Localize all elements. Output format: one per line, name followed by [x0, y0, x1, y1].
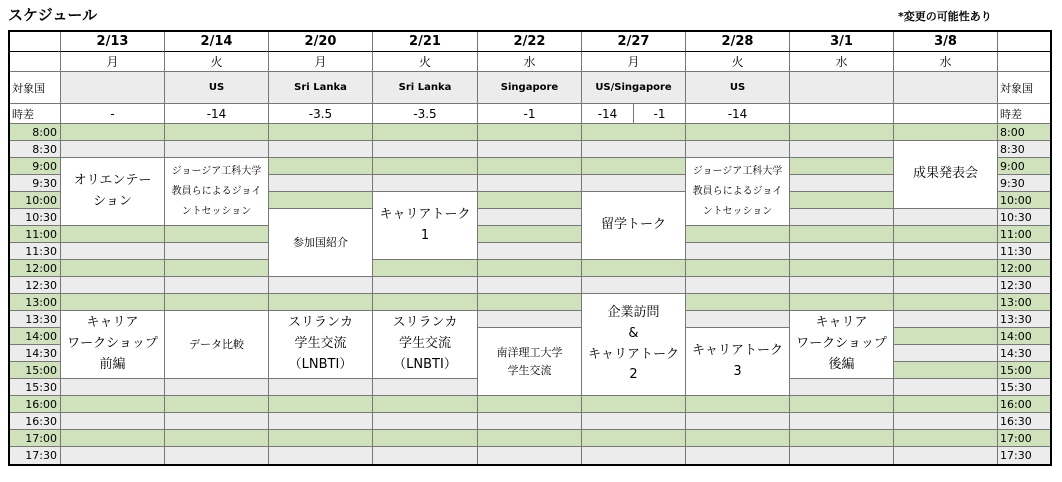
country-label: 対象国 — [10, 72, 61, 104]
event-block — [269, 209, 373, 277]
event-text: ワークショップ — [796, 336, 887, 352]
slot-cell — [790, 260, 894, 277]
slot-cell — [373, 294, 478, 311]
event-text: 教員らによるジョイ — [171, 185, 262, 197]
slot-cell — [478, 175, 582, 192]
time-label: 9:00 — [10, 158, 61, 175]
slot-cell — [790, 158, 894, 175]
event-text: オリエンテー — [73, 172, 152, 188]
weekday-header: 火 — [686, 52, 790, 72]
diff-label: 時差 — [998, 104, 1050, 124]
event-text: 教員らによるジョイ — [692, 185, 783, 197]
event-text: キャリア — [815, 315, 868, 331]
slot-cell — [894, 413, 998, 430]
slot-cell — [269, 158, 373, 175]
slot-cell — [686, 226, 790, 243]
event-text: 参加国紹介 — [293, 235, 348, 249]
event-text: ジョージア工科大学 — [692, 165, 783, 177]
date-header: 2/20 — [269, 32, 373, 52]
date-header: 2/14 — [165, 32, 269, 52]
slot-cell — [373, 124, 478, 141]
slot-cell — [478, 141, 582, 158]
slot-cell — [478, 277, 582, 294]
slot-cell — [61, 277, 165, 294]
time-label: 13:00 — [10, 294, 61, 311]
event-text: 留学トーク — [600, 217, 666, 233]
date-header: 2/13 — [61, 32, 165, 52]
slot-cell — [373, 447, 478, 464]
time-label: 10:30 — [998, 209, 1050, 226]
time-label: 8:00 — [998, 124, 1050, 141]
slot-cell — [269, 192, 373, 209]
diff-cell: -1 — [478, 104, 582, 124]
slot-cell — [582, 413, 686, 430]
time-label: 9:00 — [998, 158, 1050, 175]
event-text: （LNBTI） — [393, 356, 457, 372]
country-label: 対象国 — [998, 72, 1050, 104]
slot-cell — [686, 430, 790, 447]
diff-label: 時差 — [10, 104, 61, 124]
event-block — [373, 192, 478, 260]
slot-cell — [894, 260, 998, 277]
slot-cell — [165, 260, 269, 277]
slot-cell — [894, 362, 998, 379]
slot-cell — [582, 124, 686, 141]
date-header: 2/27 — [582, 32, 686, 52]
event-text: キャリアトーク — [379, 206, 471, 222]
diff-cell — [790, 104, 894, 124]
slot-cell — [894, 379, 998, 396]
time-label: 17:30 — [10, 447, 61, 464]
slot-cell — [790, 209, 894, 226]
diff-cell: -14 — [165, 104, 269, 124]
slot-cell — [165, 430, 269, 447]
weekday-header: 水 — [478, 52, 582, 72]
corner-cell — [998, 52, 1050, 72]
time-label: 17:00 — [998, 430, 1050, 447]
event-block — [61, 158, 165, 226]
slot-cell — [165, 396, 269, 413]
time-label: 10:00 — [10, 192, 61, 209]
slot-cell — [165, 413, 269, 430]
slot-cell — [373, 430, 478, 447]
weekday-header: 水 — [894, 52, 998, 72]
time-label: 13:30 — [998, 311, 1050, 328]
time-label: 8:30 — [998, 141, 1050, 158]
slot-cell — [61, 260, 165, 277]
slot-cell — [61, 124, 165, 141]
country-cell: US — [686, 72, 790, 104]
slot-cell — [478, 226, 582, 243]
slot-cell — [61, 447, 165, 464]
slot-cell — [790, 294, 894, 311]
time-label: 8:30 — [10, 141, 61, 158]
diff-value: -1 — [653, 106, 666, 121]
weekday-header: 水 — [790, 52, 894, 72]
slot-cell — [686, 413, 790, 430]
event-block — [269, 311, 373, 379]
diff-cell: - — [61, 104, 165, 124]
slot-cell — [582, 447, 686, 464]
country-cell: US — [165, 72, 269, 104]
time-label: 14:00 — [10, 328, 61, 345]
slot-cell — [165, 226, 269, 243]
diff-cell: -14 — [686, 104, 790, 124]
time-label: 8:00 — [10, 124, 61, 141]
event-text: ントセッション — [702, 205, 773, 217]
slot-cell — [790, 124, 894, 141]
event-text: ション — [93, 193, 132, 209]
slot-cell — [582, 158, 686, 175]
slot-cell — [894, 124, 998, 141]
slot-cell — [61, 141, 165, 158]
weekday-header: 火 — [165, 52, 269, 72]
slot-cell — [686, 277, 790, 294]
slot-cell — [894, 345, 998, 362]
event-block — [686, 328, 790, 396]
slot-cell — [165, 379, 269, 396]
event-text: 前編 — [99, 356, 126, 372]
slot-cell — [478, 209, 582, 226]
country-cell — [790, 72, 894, 104]
slot-cell — [269, 447, 373, 464]
time-label: 11:00 — [10, 226, 61, 243]
time-label: 15:00 — [10, 362, 61, 379]
slot-cell — [478, 158, 582, 175]
slot-cell — [478, 243, 582, 260]
slot-cell — [165, 447, 269, 464]
slot-cell — [894, 277, 998, 294]
slot-cell — [790, 226, 894, 243]
slot-cell — [165, 294, 269, 311]
event-block — [582, 192, 686, 260]
change-note: *変更の可能性あり — [898, 10, 992, 23]
country-cell — [894, 72, 998, 104]
corner-cell — [10, 32, 61, 52]
slot-cell — [165, 243, 269, 260]
slot-cell — [894, 243, 998, 260]
time-label: 13:00 — [998, 294, 1050, 311]
slot-cell — [790, 192, 894, 209]
slot-cell — [61, 294, 165, 311]
slot-cell — [582, 260, 686, 277]
slot-cell — [61, 379, 165, 396]
slot-cell — [894, 396, 998, 413]
event-block — [894, 141, 998, 209]
time-label: 9:30 — [10, 175, 61, 192]
slot-cell — [269, 175, 373, 192]
event-block — [582, 294, 686, 396]
slot-cell — [582, 277, 686, 294]
slot-cell — [894, 311, 998, 328]
country-cell: Sri Lanka — [269, 72, 373, 104]
slot-cell — [373, 175, 478, 192]
event-text: スリランカ — [287, 315, 353, 331]
time-label: 16:30 — [10, 413, 61, 430]
slot-cell — [582, 175, 686, 192]
time-label: 9:30 — [998, 175, 1050, 192]
slot-cell — [269, 430, 373, 447]
time-label: 15:30 — [998, 379, 1050, 396]
date-header: 3/1 — [790, 32, 894, 52]
time-label: 16:30 — [998, 413, 1050, 430]
slot-cell — [373, 277, 478, 294]
slot-cell — [790, 396, 894, 413]
slot-cell — [61, 243, 165, 260]
weekday-header: 月 — [269, 52, 373, 72]
event-text: 3 — [733, 363, 742, 379]
slot-cell — [478, 260, 582, 277]
slot-cell — [373, 260, 478, 277]
event-block — [165, 311, 269, 379]
slot-cell — [478, 124, 582, 141]
event-text: データ比較 — [189, 337, 244, 351]
time-label: 14:30 — [10, 345, 61, 362]
time-label: 11:30 — [10, 243, 61, 260]
slot-cell — [478, 430, 582, 447]
slot-cell — [894, 294, 998, 311]
time-label: 15:00 — [998, 362, 1050, 379]
diff-cell — [582, 104, 686, 124]
slot-cell — [269, 294, 373, 311]
event-text: 2 — [629, 367, 638, 383]
diff-cell: -3.5 — [373, 104, 478, 124]
slot-cell — [478, 396, 582, 413]
slot-cell — [269, 277, 373, 294]
slot-cell — [478, 413, 582, 430]
slot-cell — [790, 430, 894, 447]
event-text: 後編 — [828, 356, 855, 372]
event-text: キャリア — [86, 315, 139, 331]
weekday-header: 月 — [582, 52, 686, 72]
slot-cell — [790, 243, 894, 260]
weekday-header: 火 — [373, 52, 478, 72]
time-label: 10:30 — [10, 209, 61, 226]
slot-cell — [582, 430, 686, 447]
slot-cell — [269, 413, 373, 430]
time-label: 12:00 — [998, 260, 1050, 277]
slot-cell — [894, 447, 998, 464]
time-label: 12:00 — [10, 260, 61, 277]
slot-cell — [165, 141, 269, 158]
event-text: 1 — [420, 227, 430, 243]
event-text: キャリアトーク — [691, 342, 783, 358]
diff-cell: -3.5 — [269, 104, 373, 124]
slot-cell — [478, 192, 582, 209]
slot-cell — [61, 413, 165, 430]
event-text: ジョージア工科大学 — [171, 165, 262, 177]
slot-cell — [894, 226, 998, 243]
diff-value: -14 — [582, 104, 634, 123]
time-label: 10:00 — [998, 192, 1050, 209]
event-text: （LNBTI） — [288, 356, 353, 372]
corner-cell — [10, 52, 61, 72]
event-text: 学生交流 — [294, 336, 347, 352]
event-block — [686, 158, 790, 226]
slot-cell — [373, 379, 478, 396]
event-text: ワークショップ — [67, 336, 158, 352]
slot-cell — [790, 413, 894, 430]
slot-cell — [373, 141, 478, 158]
slot-cell — [269, 124, 373, 141]
event-block — [61, 311, 165, 379]
date-header: 3/8 — [894, 32, 998, 52]
time-label: 14:30 — [998, 345, 1050, 362]
time-label: 11:30 — [998, 243, 1050, 260]
slot-cell — [894, 430, 998, 447]
slot-cell — [478, 447, 582, 464]
slot-cell — [686, 294, 790, 311]
event-text: & — [628, 325, 639, 341]
slot-cell — [165, 124, 269, 141]
event-text: 成果発表会 — [912, 166, 978, 182]
slot-cell — [686, 124, 790, 141]
event-text: ントセッション — [181, 205, 252, 217]
corner-cell — [998, 32, 1050, 52]
time-label: 12:30 — [10, 277, 61, 294]
slot-cell — [790, 379, 894, 396]
slot-cell — [790, 141, 894, 158]
time-label: 11:00 — [998, 226, 1050, 243]
date-header: 2/28 — [686, 32, 790, 52]
slot-cell — [165, 277, 269, 294]
slot-cell — [373, 158, 478, 175]
event-block — [165, 158, 269, 226]
slot-cell — [686, 243, 790, 260]
slot-cell — [582, 396, 686, 413]
slot-cell — [686, 311, 790, 328]
event-text: 企業訪問 — [607, 304, 660, 320]
schedule-table — [8, 30, 1052, 466]
time-label: 16:00 — [998, 396, 1050, 413]
event-text: スリランカ — [392, 315, 458, 331]
slot-cell — [894, 209, 998, 226]
slot-cell — [790, 277, 894, 294]
slot-cell — [582, 141, 686, 158]
slot-cell — [269, 396, 373, 413]
country-cell: US/Singapore — [582, 72, 686, 104]
event-text: 南洋理工大学 — [496, 345, 563, 359]
time-label: 16:00 — [10, 396, 61, 413]
date-header: 2/21 — [373, 32, 478, 52]
slot-cell — [61, 226, 165, 243]
slot-cell — [790, 447, 894, 464]
slot-cell — [894, 328, 998, 345]
event-text: 学生交流 — [507, 363, 552, 377]
country-cell: Sri Lanka — [373, 72, 478, 104]
page-title: スケジュール — [8, 6, 98, 24]
slot-cell — [686, 260, 790, 277]
slot-cell — [373, 413, 478, 430]
slot-cell — [61, 430, 165, 447]
slot-cell — [478, 294, 582, 311]
event-text: キャリアトーク — [587, 346, 679, 362]
diff-cell — [894, 104, 998, 124]
country-cell: Singapore — [478, 72, 582, 104]
slot-cell — [686, 396, 790, 413]
time-label: 17:30 — [998, 447, 1050, 464]
event-text: 学生交流 — [398, 336, 451, 352]
date-header: 2/22 — [478, 32, 582, 52]
slot-cell — [373, 396, 478, 413]
time-label: 17:00 — [10, 430, 61, 447]
event-block — [790, 311, 894, 379]
slot-cell — [478, 311, 582, 328]
slot-cell — [686, 141, 790, 158]
event-block — [373, 311, 478, 379]
time-label: 12:30 — [998, 277, 1050, 294]
slot-cell — [61, 396, 165, 413]
time-label: 14:00 — [998, 328, 1050, 345]
time-label: 13:30 — [10, 311, 61, 328]
weekday-header: 月 — [61, 52, 165, 72]
slot-cell — [790, 175, 894, 192]
country-cell — [61, 72, 165, 104]
slot-cell — [686, 447, 790, 464]
slot-cell — [269, 141, 373, 158]
event-block — [478, 328, 582, 396]
slot-cell — [269, 379, 373, 396]
time-label: 15:30 — [10, 379, 61, 396]
